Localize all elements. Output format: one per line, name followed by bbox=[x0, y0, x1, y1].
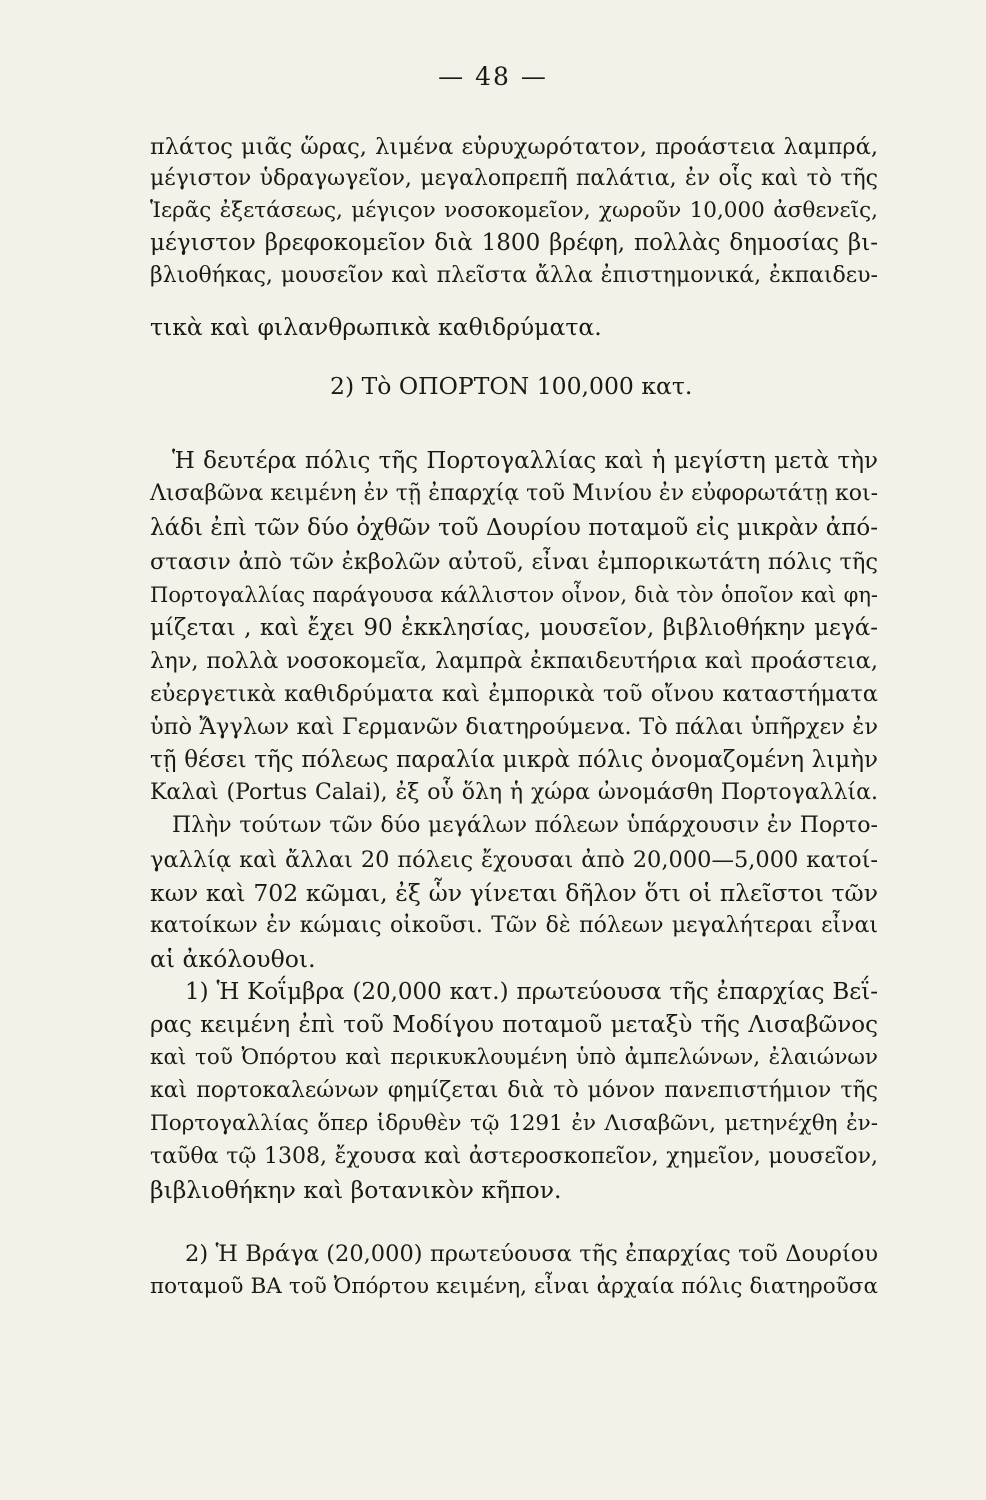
text-line: τικὰ καὶ φιλανθρωπικὰ καθιδρύματα. bbox=[150, 313, 602, 341]
text-line: Πλὴν τούτων τῶν δύο μεγάλων πόλεων ὑπάρχουσιν ἐν Πορτο- bbox=[172, 813, 878, 838]
text-line: στασιν ἀπὸ τῶν ἐκβολῶν αὐτοῦ, εἶναι ἐμπορικωτάτη πόλις τῆς bbox=[150, 549, 878, 575]
text-line: μέγιστον βρεφοκομεῖον διὰ 1800 βρέφη, πολλὰς δημοσίας βι- bbox=[150, 230, 878, 256]
text-line: Ἱερᾶς ἐξετάσεως, μέγιςον νοσοκομεῖον, χωροῦν 10,000 ἀσθενεῖς, bbox=[150, 198, 878, 223]
text-line: Λισαβῶνα κειμένη ἐν τῇ ἐπαρχίᾳ τοῦ Μινίου ἐν εὐφορωτάτῃ κοι- bbox=[150, 481, 878, 506]
text-line: μίζεται , καὶ ἔχει 90 ἐκκλησίας, μουσεῖον, βιβλιοθήκην μεγά- bbox=[150, 615, 878, 641]
text-line: ὑπὸ Ἄγγλων καὶ Γερμανῶν διατηρούμενα. Τὸ πάλαι ὑπῆρχεν ἐν bbox=[150, 714, 878, 740]
text-line: λην, πολλὰ νοσοκομεῖα, λαμπρὰ ἐκπαιδευτήρια καὶ προάστεια, bbox=[150, 648, 878, 674]
text-line: βιβλιοθήκην καὶ βοτανικὸν κῆπον. bbox=[150, 1176, 562, 1204]
text-line: ρας κειμένη ἐπὶ τοῦ Μοδίγου ποταμοῦ μεταξὺ τῆς Λισαβῶνος bbox=[150, 1012, 878, 1038]
text-line: μέγιστον ὑδραγωγεῖον, μεγαλοπρεπῆ παλάτια, ἐν οἷς καὶ τὸ τῆς bbox=[150, 166, 878, 191]
text-line: 2) Ἡ Βράγα (20,000) πρωτεύουσα τῆς ἐπαρχίας τοῦ Δουρίου bbox=[185, 1241, 878, 1267]
text-line: αἱ ἀκόλουθοι. bbox=[150, 945, 316, 973]
text-line: λάδι ἐπὶ τῶν δύο ὀχθῶν τοῦ Δουρίου ποταμοῦ εἰς μικρὰν ἀπό- bbox=[150, 515, 878, 541]
text-line: τῇ θέσει τῆς πόλεως παραλία μικρὰ πόλις ὀνομαζομένη λιμὴν bbox=[150, 747, 878, 773]
text-line: εὐεργετικὰ καθιδρύματα καὶ ἐμπορικὰ τοῦ οἴνου καταστήματα bbox=[150, 681, 878, 707]
text-line: ταῦθα τῷ 1308, ἔχουσα καὶ ἀστεροσκοπεῖον, χημεῖον, μουσεῖον, bbox=[150, 1144, 878, 1169]
text-line: Πορτογαλλίας ὅπερ ἱδρυθὲν τῷ 1291 ἐν Λισαβῶνι, μετηνέχθη ἐν- bbox=[150, 1111, 878, 1136]
text-line: καὶ τοῦ Ὀπόρτου καὶ περικυκλουμένη ὑπὸ ἀμπελώνων, ἐλαιώνων bbox=[150, 1045, 878, 1070]
text-line: Καλαὶ (Portus Calai), ἐξ οὗ ὅλη ἡ χώρα ὠνομάσθη Πορτογαλλία. bbox=[150, 780, 878, 805]
text-line: γαλλίᾳ καὶ ἄλλαι 20 πόλεις ἔχουσαι ἀπὸ 20,000—5,000 κατοί- bbox=[150, 847, 878, 873]
page-number: — 48 — bbox=[438, 62, 548, 91]
text-line: βλιοθήκας, μουσεῖον καὶ πλεῖστα ἄλλα ἐπιστημονικά, ἐκπαιδευ- bbox=[150, 263, 878, 288]
section-heading: 2) Τὸ ΟΠΟΡΤΟΝ 100,000 κατ. bbox=[330, 372, 693, 400]
text-line: πλάτος μιᾶς ὥρας, λιμένα εὐρυχωρότατον, προάστεια λαμπρά, bbox=[150, 134, 878, 160]
text-line: καὶ πορτοκαλεώνων φημίζεται διὰ τὸ μόνον πανεπιστήμιον τῆς bbox=[150, 1078, 878, 1103]
text-line: 1) Ἡ Κοΐμβρα (20,000 κατ.) πρωτεύουσα τῆς ἐπαρχίας Βεΐ- bbox=[185, 979, 878, 1005]
text-line: κων καὶ 702 κῶμαι, ἐξ ὧν γίνεται δῆλον ὅτι οἱ πλεῖστοι τῶν bbox=[150, 879, 878, 907]
text-line: Ἡ δευτέρα πόλις τῆς Πορτογαλλίας καὶ ἡ μεγίστη μετὰ τὴν bbox=[172, 448, 878, 474]
text-line: Πορτογαλλίας παράγουσα κάλλιστον οἶνον, διὰ τὸν ὁποῖον καὶ φη- bbox=[150, 583, 878, 607]
text-line: κατοίκων ἐν κώμαις οἰκοῦσι. Τῶν δὲ πόλεων μεγαλήτεραι εἶναι bbox=[150, 913, 878, 938]
text-line: ποταμοῦ ΒΑ τοῦ Ὀπόρτου κειμένη, εἶναι ἀρχαία πόλις διατηροῦσα bbox=[150, 1274, 878, 1299]
